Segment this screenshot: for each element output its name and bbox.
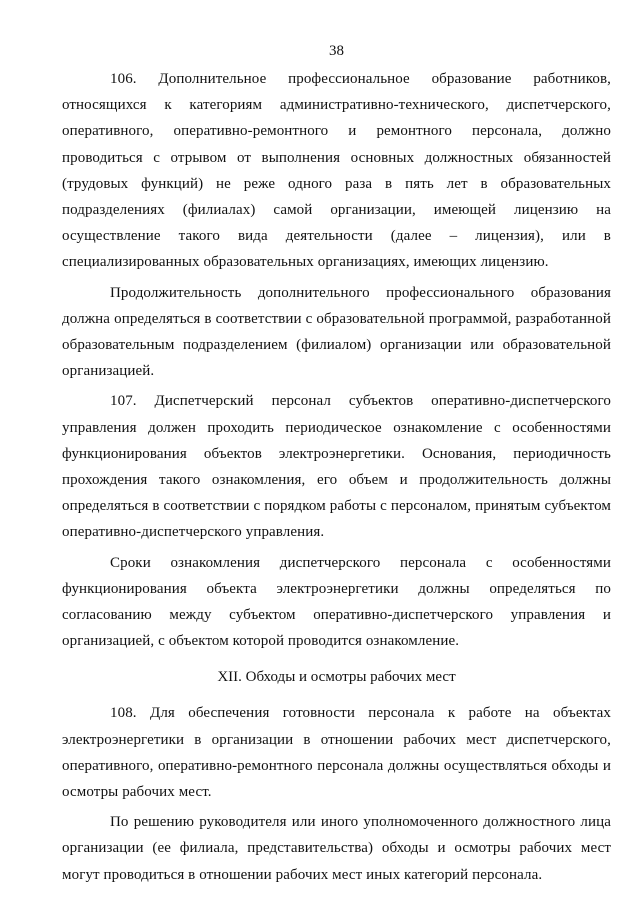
page-number: 38 [329, 43, 344, 59]
paragraph-107: 107. Диспетчерский персонал субъектов оперативно-диспетчерского управления должен проходить периодическое ознакомление с особенностями функционирования объектов электроэнергетики. Основания, периодичность прохождения такого ознакомления, его объем и продолжительность должны определяться в соответствии с порядком работы с персоналом, принятым субъектом оперативно-диспетчерского управления. [62, 393, 611, 541]
paragraph-108-continuation: По решению руководителя или иного уполномоченного должностного лица организации (ее филиала, представительства) обходы и осмотры рабочих мест могут проводиться в отношении рабочих мест иных категорий персонала. [62, 814, 611, 883]
section-heading: XII. Обходы и осмотры рабочих мест [217, 669, 456, 686]
paragraph-106: 106. Дополнительное профессиональное образование работников, относящихся к категориям административно-технического, диспетчерского, оперативного, оперативно-ремонтного и ремонтного персонала, должно проводиться с отрывом от выполнения основных должностных обязанностей (трудовых функций) не реже одного раза в пять лет в образовательных подразделениях (филиалах) самой организации, имеющей лицензию на осуществление такого вида деятельности (далее – лицензия), или в специализированных образовательных организациях, имеющих лицензию. [62, 71, 611, 271]
paragraph-108: 108. Для обеспечения готовности персонала к работе на объектах электроэнергетики в организации в отношении рабочих мест диспетчерского, оперативного, оперативно-ремонтного персонала должны осуществляться обходы и осмотры рабочих мест. [62, 705, 611, 801]
paragraph-106-continuation: Продолжительность дополнительного профессионального образования должна определяться в соответствии с образовательной программой, разработанной образовательным подразделением (филиалом) организации или образовательной организацией. [62, 284, 611, 380]
paragraph-107-continuation: Сроки ознакомления диспетчерского персонала с особенностями функционирования объекта электроэнергетики должны определяться по согласованию между субъектом оперативно-диспетчерского управления и организацией, с объектом которой проводится ознакомление. [62, 554, 611, 650]
